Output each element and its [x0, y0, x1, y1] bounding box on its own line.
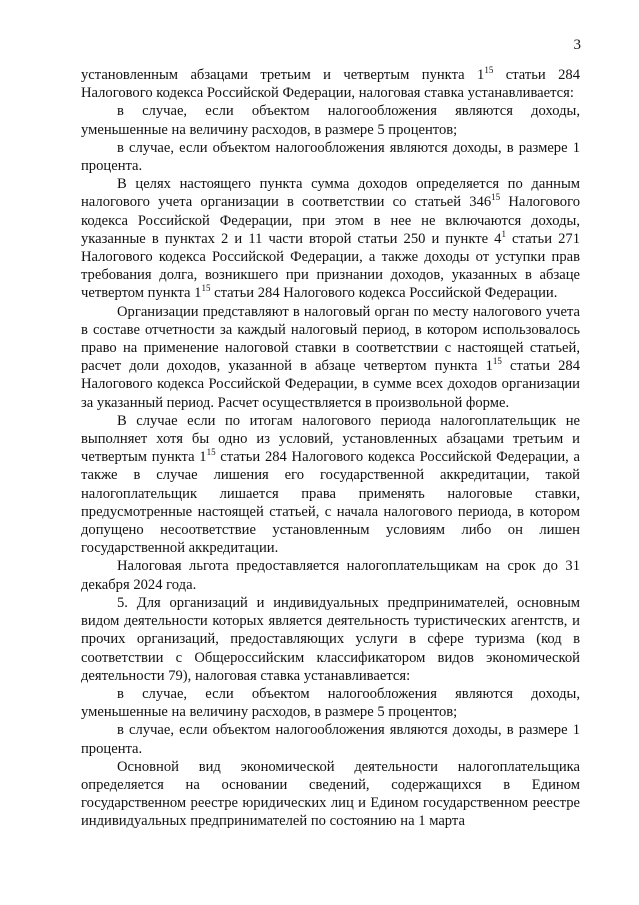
paragraph: [81, 303, 580, 412]
paragraph-text: статьи 284 Налогового кодекса Российской Федерации, налоговая ставка устанавливается:: [81, 67, 580, 102]
paragraph: [81, 758, 580, 831]
paragraph: [81, 102, 580, 138]
paragraph-text: Налогового кодекса Российской Федерации, при этом в нее не включаются доходы, указанные в пунктах 2 и 11 части второй статьи 250 и пункте 4: [81, 194, 580, 247]
superscript-index: 15: [484, 65, 494, 75]
superscript-index: 15: [201, 283, 211, 294]
paragraph-text: установленным абзацами третьим и четвертым пункта 1: [81, 67, 485, 83]
paragraph-text: в случае, если объектом налогообложения являются доходы, в размере 1 процента.: [81, 139, 580, 175]
superscript-index: 15: [206, 447, 216, 458]
superscript-index: 15: [491, 192, 501, 203]
paragraph-text: статьи 284 Налогового кодекса Российской Федерации.: [210, 285, 558, 302]
document-body: [81, 66, 580, 831]
paragraph-text: Организации представляют в налоговый орган по месту налогового учета в составе отчетности за каждый налоговый период, в котором использовалось право на применение налоговой ставки в соответствии с настоящей статьей, расчет доли доходов, указанной в абзаце четвертом пункта 1: [81, 303, 580, 375]
paragraph-text: в случае, если объектом налогообложения являются доходы, уменьшенные на величину расходов, в размере 5 процентов;: [81, 685, 580, 721]
paragraph-text: В целях настоящего пункта сумма доходов определяется по данным налогового учета организации в соответствии со статьей 346: [81, 176, 580, 211]
paragraph: [81, 594, 580, 685]
paragraph-text: 5. Для организаций и индивидуальных предпринимателей, основным видом деятельности которых является деятельность туристических агентств, и прочих организаций, предоставляющих услуги в сфере туризма (код в соответствии с Общероссийским классификатором видов экономической деятельности 79), налоговая ставка устанавливается:: [81, 594, 580, 684]
superscript-index: 15: [492, 356, 502, 367]
paragraph: [81, 412, 580, 558]
superscript-index: 1: [501, 228, 506, 239]
paragraph-text: статьи 284 Налогового кодекса Российской Федерации, а также в случае лишения его государственной аккредитации, такой налогоплательщик лишается права применять налоговые ставки, предусмотренные настоящей статьей, с начала налогового периода, в котором допущено несоответствие установленным условиям либо он лишен государственной аккредитации.: [81, 449, 580, 557]
paragraph: [81, 685, 580, 721]
paragraph-text: Налоговая льгота предоставляется налогоплательщикам на срок до 31 декабря 2024 года.: [81, 558, 580, 593]
paragraph-text: Основной вид экономической деятельности налогоплательщика определяется на основании сведений, содержащихся в Едином государственном реестре юридических лиц и Едином государственном реестре индивидуальных предпринимателей по состоянию на 1 марта: [81, 758, 580, 830]
paragraph-text: статьи 284 Налогового кодекса Российской Федерации, в сумме всех доходов организации за указанный период. Расчет осуществляется в произвольной форме.: [81, 358, 580, 411]
paragraph: [81, 139, 580, 175]
page-number: 3: [573, 37, 581, 53]
paragraph-text: в случае, если объектом налогообложения являются доходы, уменьшенные на величину расходов, в размере 5 процентов;: [81, 103, 580, 138]
paragraph: [81, 66, 580, 102]
paragraph-text: статьи 271 Налогового кодекса Российской Федерации, а также доходы от уступки прав требования долга, возникшего при признании доходов, указанных в абзаце четвертом пункта 1: [81, 230, 580, 302]
paragraph: [81, 721, 580, 757]
paragraph: [81, 175, 580, 302]
paragraph: [81, 557, 580, 593]
paragraph-text: В случае если по итогам налогового периода налогоплательщик не выполняет хотя бы одно из условий, установленных абзацами третьим и четвертым пункта 1: [81, 412, 580, 466]
paragraph-text: в случае, если объектом налогообложения являются доходы, в размере 1 процента.: [81, 722, 580, 757]
